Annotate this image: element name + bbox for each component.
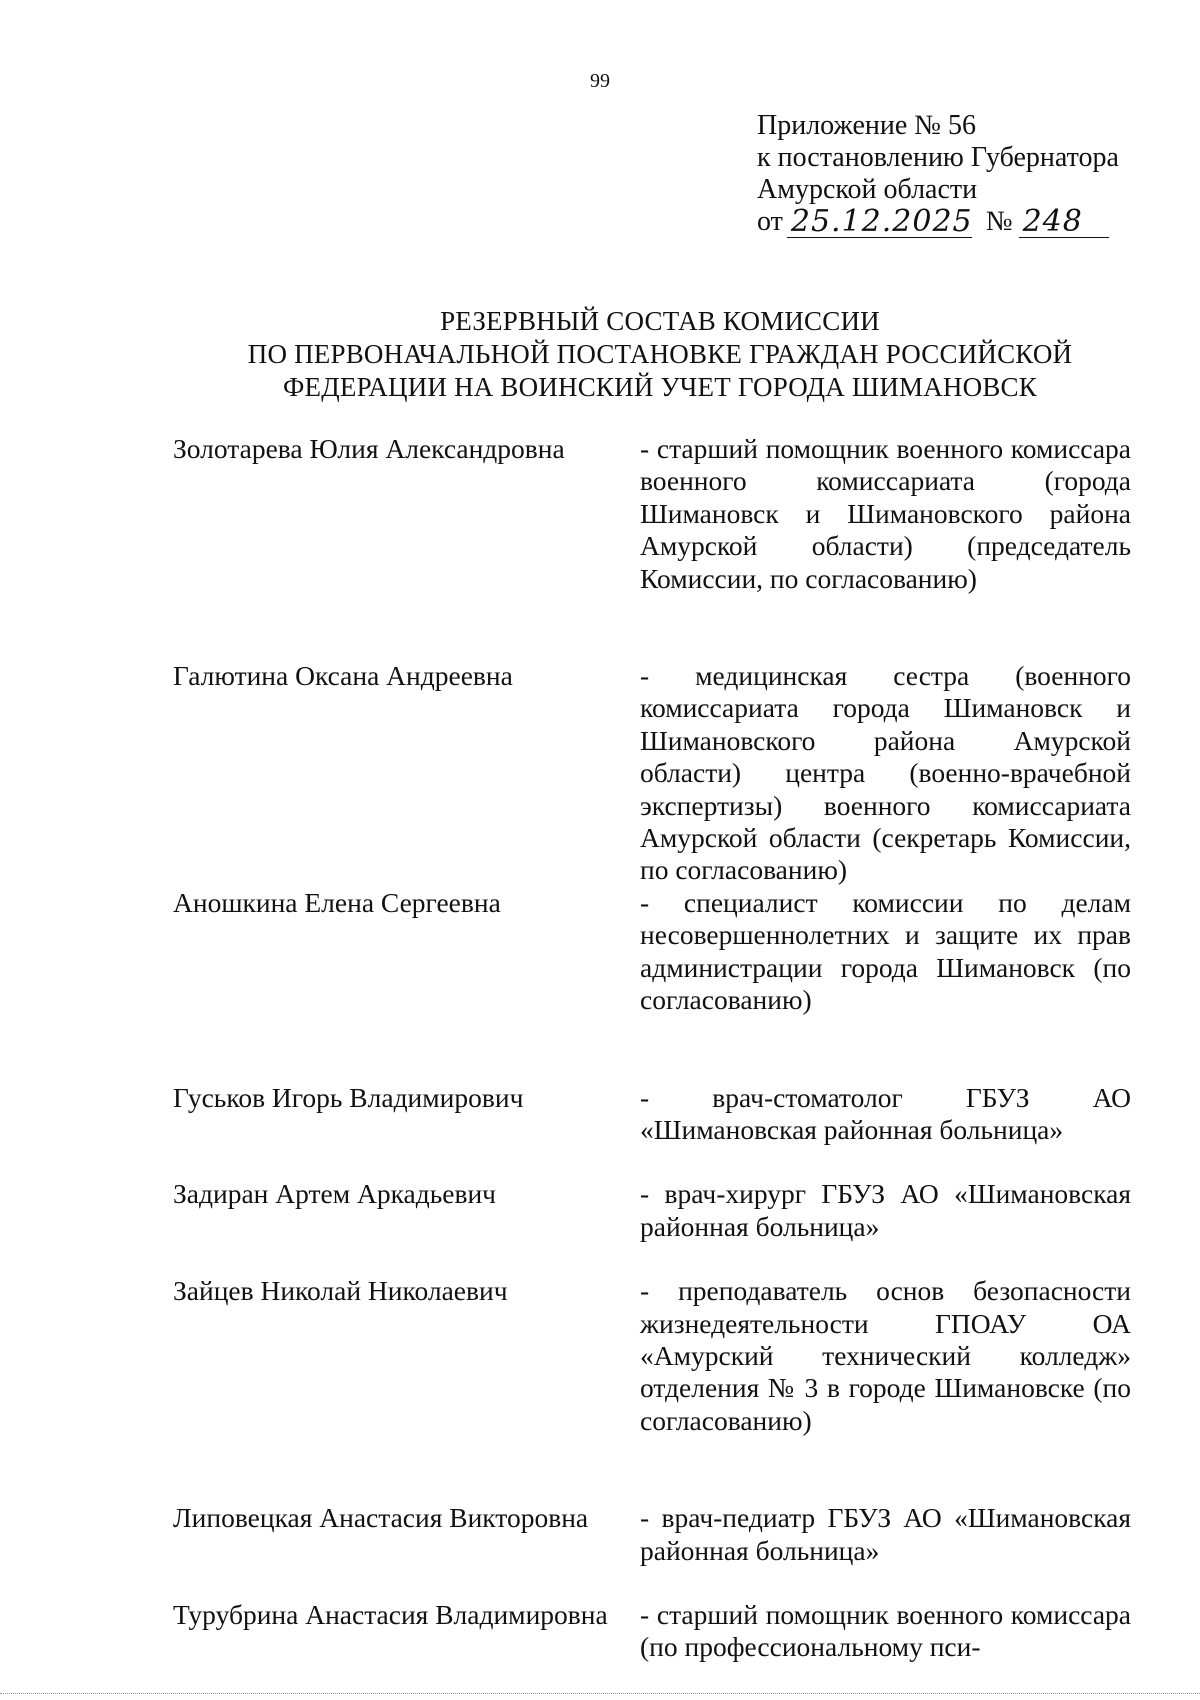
- member-row: [173, 1599, 1131, 1664]
- appendix-line-3: Амурской области: [757, 174, 978, 205]
- member-name: Зайцев Николай Николаевич: [173, 1275, 508, 1307]
- member-role: - старший помощник военного комиссара (по профессиональному пси-: [640, 1598, 1131, 1663]
- member-role: - медицинская сестра (военного комиссариата города Шимановск и Шимановского района Амурской области) центра (военно-врачебной экспертизы) военного комиссариата Амурской области (секретарь Комиссии, по согласованию): [640, 660, 1131, 886]
- title-line-2: ПО ПЕРВОНАЧАЛЬНОЙ ПОСТАНОВКЕ ГРАЖДАН РОССИЙСКОЙ: [247, 339, 1073, 369]
- member-name: Гуськов Игорь Владимирович: [173, 1081, 524, 1113]
- handwritten-date: 25.12.2025: [787, 207, 972, 238]
- members-list: [173, 433, 1131, 1664]
- date-prefix: от: [757, 206, 783, 237]
- member-role: - врач-хирург ГБУЗ АО «Шимановская районная больница»: [640, 1178, 1131, 1242]
- member-role: - преподаватель основ безопасности жизнедеятельности ГПОАУ ОА «Амурский технический колледж» отделения № 3 в городе Шимановске (по согласованию): [640, 1275, 1131, 1436]
- member-name: Липовецкая Анастасия Викторовна: [173, 1502, 589, 1534]
- member-role: - специалист комиссии по делам несовершеннолетних и защите их прав администрации города Шимановск (по согласованию): [640, 886, 1131, 1016]
- member-row: [173, 887, 1131, 1017]
- member-row: [173, 1502, 1131, 1567]
- member-name: Турубрина Анастасия Владимировна: [173, 1598, 608, 1630]
- member-row: [173, 660, 1131, 887]
- member-name: Задиран Артем Аркадьевич: [173, 1178, 497, 1210]
- title-line-3: ФЕДЕРАЦИИ НА ВОИНСКИЙ УЧЕТ ГОРОДА ШИМАНОВСК: [283, 372, 1037, 402]
- member-role: - врач-стоматолог ГБУЗ АО «Шимановская районная больница»: [640, 1081, 1131, 1145]
- member-name: Золотарева Юлия Александровна: [173, 433, 565, 464]
- member-role: - старший помощник военного комиссара военного комиссариата (города Шимановск и Шимановского района Амурской области) (председатель Комиссии, по согласованию): [640, 433, 1131, 594]
- number-sign: №: [985, 206, 1013, 237]
- member-row: [173, 1178, 1131, 1243]
- document-title: [0, 305, 1200, 404]
- member-name: Аношкина Елена Сергеевна: [173, 886, 501, 918]
- appendix-date-line: [757, 206, 1119, 238]
- title-line-1: РЕЗЕРВНЫЙ СОСТАВ КОМИССИИ: [440, 306, 880, 336]
- member-name: Галютина Оксана Андреевна: [173, 660, 513, 692]
- scan-edge-divider: [0, 1693, 1200, 1696]
- member-row: [173, 433, 1131, 595]
- appendix-line-2: к постановлению Губернатора: [757, 142, 1119, 173]
- member-row: [173, 1082, 1131, 1147]
- page-number: 99: [590, 70, 610, 92]
- member-role: - врач-педиатр ГБУЗ АО «Шимановская районная больница»: [640, 1502, 1131, 1566]
- handwritten-number: 248: [1019, 207, 1109, 238]
- appendix-block: [757, 110, 1119, 238]
- member-row: [173, 1275, 1131, 1437]
- appendix-line-1: Приложение № 56: [757, 110, 976, 141]
